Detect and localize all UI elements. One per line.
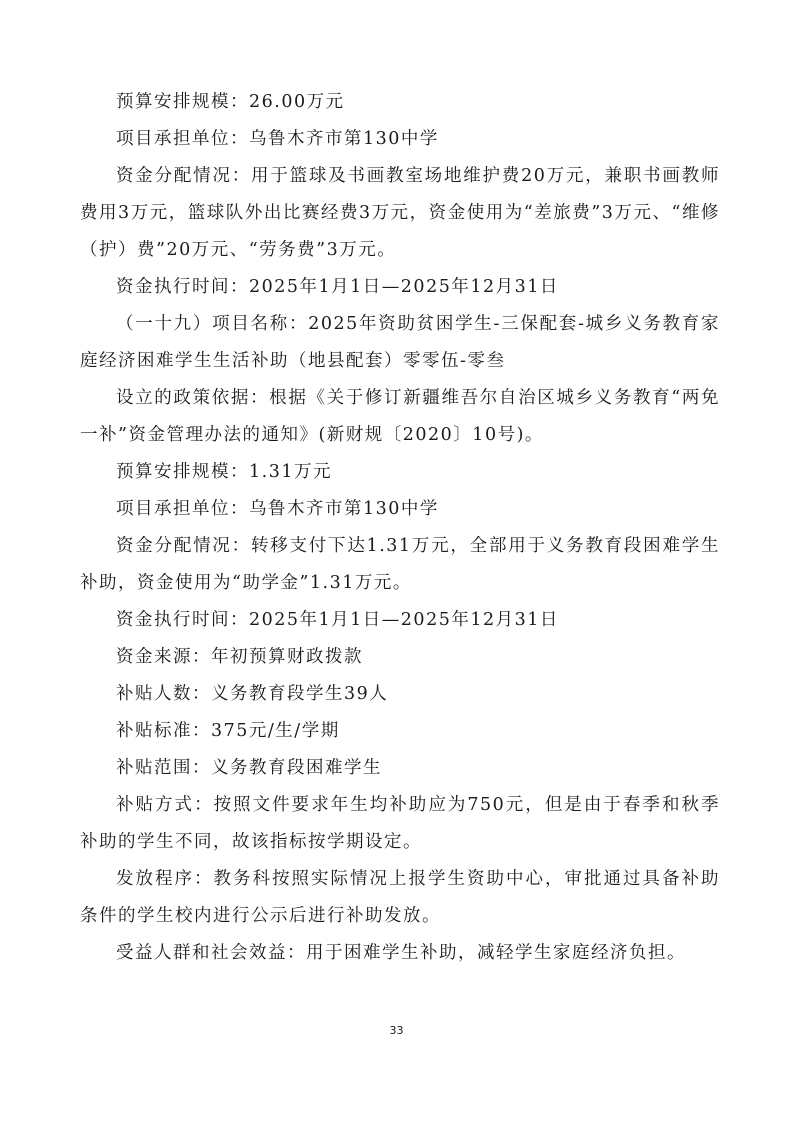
- document-body: [80, 84, 720, 972]
- fund-allocation-paragraph: 资金分配情况：转移支付下达1.31万元，全部用于义务教育段困难学生补助，资金使用为“助学金”1.31万元。: [80, 536, 720, 593]
- project-name-heading: （一十九）项目名称：2025年资助贫困学生-三保配套-城乡义务教育家庭经济困难学生生活补助（地县配套）零零伍-零叁: [80, 314, 720, 371]
- execution-time-line: 资金执行时间：2025年1月1日—2025年12月31日: [116, 610, 559, 630]
- budget-scale-line: 预算安排规模：26.00万元: [116, 92, 345, 112]
- execution-time-line: 资金执行时间：2025年1月1日—2025年12月31日: [116, 277, 559, 297]
- subsidy-scope-line: 补贴范围：义务教育段困难学生: [116, 758, 382, 778]
- undertaking-unit-line: 项目承担单位：乌鲁木齐市第130中学: [116, 129, 439, 149]
- distribution-procedure-paragraph: 发放程序：教务科按照实际情况上报学生资助中心，审批通过具备补助条件的学生校内进行公示后进行补助发放。: [80, 869, 720, 926]
- beneficiaries-paragraph: 受益人群和社会效益：用于困难学生补助，减轻学生家庭经济负担。: [116, 943, 686, 963]
- undertaking-unit-line: 项目承担单位：乌鲁木齐市第130中学: [116, 499, 439, 519]
- policy-basis-paragraph: 设立的政策依据：根据《关于修订新疆维吾尔自治区城乡义务教育“两免一补”资金管理办法的通知》(新财规〔2020〕10号)。: [80, 388, 720, 445]
- subsidy-standard-line: 补贴标准：375元/生/学期: [116, 721, 340, 741]
- budget-scale-line: 预算安排规模：1.31万元: [116, 462, 332, 482]
- fund-source-line: 资金来源：年初预算财政拨款: [116, 647, 363, 667]
- page-number: 33: [389, 1024, 404, 1037]
- subsidy-count-line: 补贴人数：义务教育段学生39人: [116, 684, 389, 704]
- fund-allocation-paragraph: 资金分配情况：用于篮球及书画教室场地维护费20万元，兼职书画教师费用3万元，篮球队外出比赛经费3万元，资金使用为“差旅费”3万元、“维修（护）费”20万元、“劳务费”3万元。: [80, 166, 720, 260]
- subsidy-method-paragraph: 补贴方式：按照文件要求年生均补助应为750元，但是由于春季和秋季补助的学生不同，故该指标按学期设定。: [80, 795, 720, 852]
